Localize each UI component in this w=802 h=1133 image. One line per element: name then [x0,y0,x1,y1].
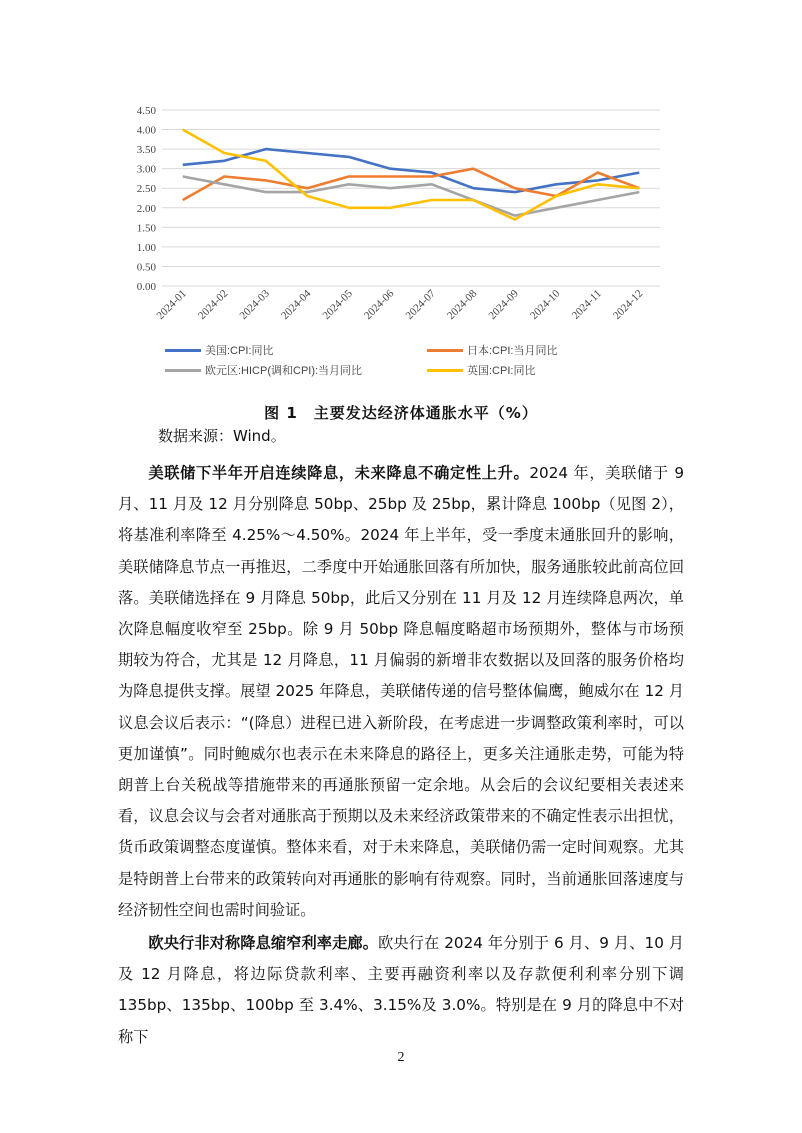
legend-label-japan: 日本:CPI:当月同比 [467,345,558,357]
y-tick-label: 0.00 [136,281,156,293]
x-tick-label: 2024-11 [569,287,604,322]
paragraph-ecb [118,928,684,1053]
x-tick-label: 2024-07 [403,287,438,323]
x-tick-label: 2024-02 [195,287,231,323]
legend-item-us [165,342,273,358]
x-tick-label: 2024-08 [444,287,480,323]
paragraph-ecb-lead: 欧央行非对称降息缩窄利率走廊。 [148,934,379,952]
y-tick-label: 0.50 [136,261,156,274]
legend-label-us: 美国:CPI:同比 [205,345,274,357]
x-tick-label: 2024-03 [237,287,272,323]
chart-canvas [120,100,680,340]
paragraph-ecb-body: 欧央行在 2024 年分别于 6 月、9 月、10 月及 12 月降息，将边际贷款利率、主要再融资利率以及存款便利利率分别下调 135bp、135bp、100bp 至 3.4%、3.15%及 3.0%。特别是在 9 月的降息中不对称下 [118,934,684,1046]
y-tick-label: 3.00 [136,163,156,176]
legend-item-eurozone [165,362,362,378]
legend-item-uk [427,362,535,378]
y-tick-label: 2.50 [136,183,156,196]
figure-caption: 图 1 主要发达经济体通胀水平（%） [264,404,538,422]
legend-swatch-japan [427,349,463,352]
data-source: 数据来源：Wind。 [158,427,286,445]
paragraph-fed [118,458,684,926]
y-tick-label: 3.50 [136,144,156,157]
legend-label-uk: 英国:CPI:同比 [467,365,536,377]
y-tick-label: 1.00 [136,241,156,254]
y-tick-label: 1.50 [136,222,156,235]
x-tick-label: 2024-05 [320,287,355,323]
y-tick-label: 2.00 [136,202,156,215]
y-tick-label: 4.50 [136,105,156,117]
x-tick-label: 2024-04 [278,287,314,323]
page-number: 2 [397,1050,405,1065]
x-tick-label: 2024-10 [527,287,563,323]
legend-swatch-uk [427,369,463,372]
series-line-1 [183,169,640,200]
legend-swatch-eurozone [165,369,201,372]
x-tick-label: 2024-06 [361,287,397,323]
x-tick-label: 2024-12 [610,287,646,323]
paragraph-fed-lead: 美联储下半年开启连续降息，未来降息不确定性上升。 [148,464,530,482]
x-tick-label: 2024-09 [486,287,521,323]
legend-swatch-us [165,349,201,352]
legend-item-japan [427,342,557,358]
legend-label-eurozone: 欧元区:HICP(调和CPI):当月同比 [205,365,363,377]
y-tick-label: 4.00 [136,124,156,137]
paragraph-fed-body: 2024 年，美联储于 9 月、11 月及 12 月分别降息 50bp、25bp 及 25bp，累计降息 100bp（见图 2），将基准利率降至 4.25%～4.50%。2024 年上半年，受一季度末通胀回升的影响，美联储降息节点一再推迟，二季度中开始通胀回落有所加快，服务通胀较此前高位回落。美联储选择在 9 月降息 50bp，此后又分别在 11 月及 12 月连续降息两次，单次降息幅度收窄至 25bp。除 9 月 50bp 降息幅度略超市场预期外，整体与市场预期较为符合，尤其是 12 月降息，11 月偏弱的新增非农数据以及回落的服务价格均为降息提供支撑。展望 2025 年降息，美联储传递的信号整体偏鹰，鲍威尔在 12 月议息会议后表示：“(降息）进程已进入新阶段，在考虑进一步调整政策利率时，可以更加谨慎”。同时鲍威尔也表示在未来降息的路径上，更多关注通胀走势，可能为特朗普上台关税战等措施带来的再通胀预留一定余地。从会后的会议纪要相关表述来看，议息会议与会者对通胀高于预期以及未来经济政策带来的不确定性表示出担忧，货币政策调整态度谨慎。整体来看，对于未来降息，美联储仍需一定时间观察。尤其是特朗普上台带来的政策转向对再通胀的影响有待观察。同时，当前通胀回落速度与经济韧性空间也需时间验证。 [118,464,684,919]
x-tick-label: 2024-01 [154,287,189,323]
